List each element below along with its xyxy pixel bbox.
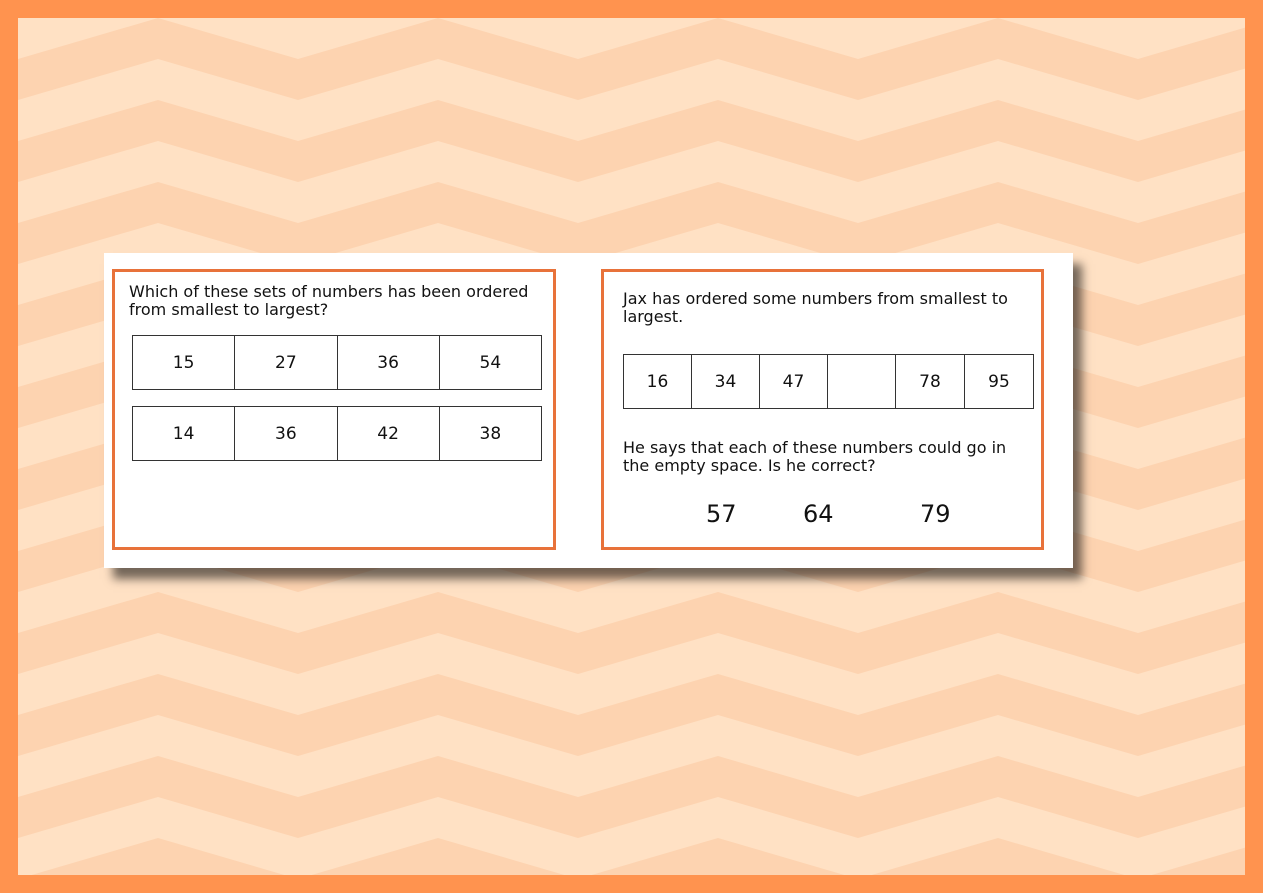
number-cell: 36 [337, 336, 439, 390]
sequence-cell: 34 [692, 355, 760, 409]
sequence-cell: 47 [760, 355, 828, 409]
sequence-cell: 95 [965, 355, 1034, 409]
question-panel-ordering-sets [112, 269, 556, 550]
candidate-numbers [604, 500, 1041, 530]
number-cell: 27 [235, 336, 337, 390]
number-cell: 54 [439, 336, 541, 390]
number-cell: 36 [235, 407, 337, 461]
ordered-sequence-table [623, 354, 1034, 409]
number-cell: 15 [133, 336, 235, 390]
question-followup: He says that each of these numbers could go in the empty space. Is he correct? [623, 438, 1007, 475]
number-cell: 42 [337, 407, 439, 461]
worksheet-card [104, 253, 1073, 568]
number-set-table [132, 406, 542, 461]
candidate-number: 79 [920, 500, 951, 528]
question-panel-missing-number [601, 269, 1044, 550]
number-cell: 14 [133, 407, 235, 461]
empty-sequence-cell [828, 355, 896, 409]
number-cell: 38 [439, 407, 541, 461]
candidate-number: 64 [803, 500, 834, 528]
number-set-table [132, 335, 542, 390]
question-prompt: Which of these sets of numbers has been ordered from smallest to largest? [129, 282, 529, 319]
candidate-number: 57 [706, 500, 737, 528]
sequence-cell: 16 [624, 355, 692, 409]
question-intro: Jax has ordered some numbers from smallest to largest. [623, 289, 1008, 326]
sequence-cell: 78 [896, 355, 965, 409]
